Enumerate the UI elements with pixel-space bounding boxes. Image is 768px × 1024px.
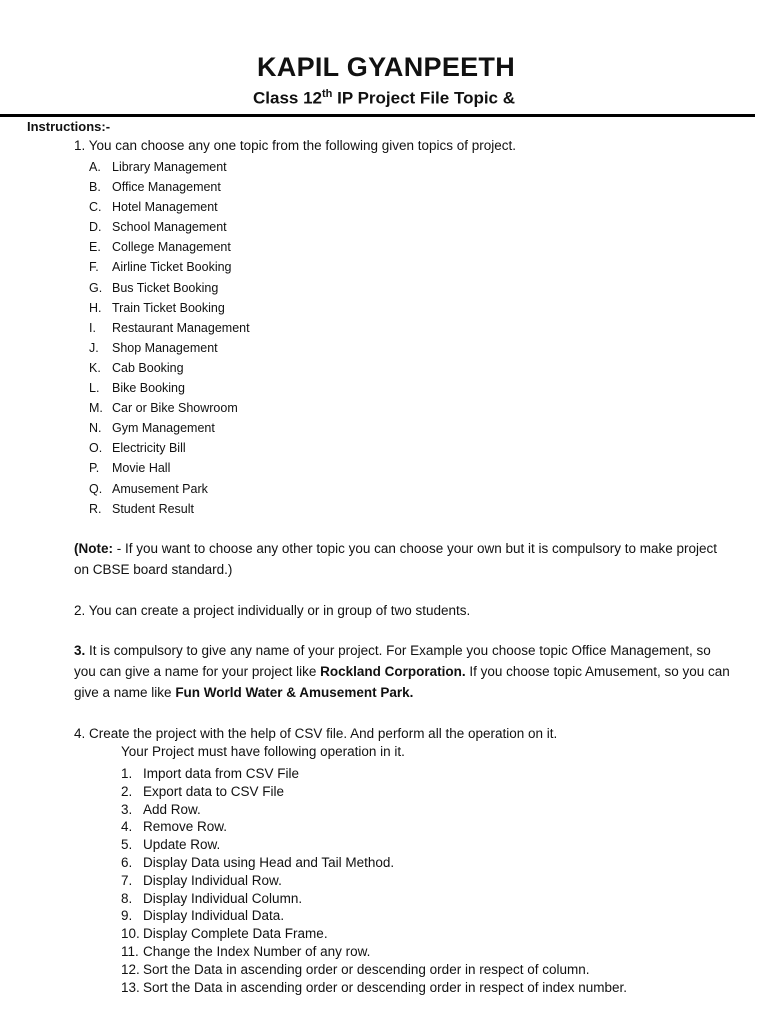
instruction-point-3: 3. It is compulsory to give any name of your project. For Example you choose topic Office Management, so you can give a name for your project like Rockland Corporation. If you choose topic Amusement, so you can give a name like Fun World Water & Amusement Park. — [74, 643, 730, 700]
subtitle-topic: IP Project File Topic & — [332, 88, 516, 108]
list-item: L. Bike Booking — [89, 381, 185, 396]
note-text: - If you want to choose any other topic you can choose your own but it is compulsory to make project on CBSE board standard.) — [74, 541, 718, 577]
list-item: Q. Amusement Park — [89, 481, 208, 496]
list-item: E. College Management — [89, 240, 231, 255]
note-paragraph — [74, 538, 734, 580]
list-item: 7. Display Individual Row. — [121, 872, 282, 888]
list-item: A. Library Management — [89, 160, 227, 174]
list-item: G. Bus Ticket Booking — [89, 280, 219, 295]
note-label: (Note: — [74, 541, 113, 556]
document-title: KAPIL GYANPEETH — [256, 52, 516, 82]
list-item: M. Car or Bike Showroom — [89, 401, 238, 416]
list-item: 13. Sort the Data in ascending order or descending order in respect of index number. — [121, 979, 628, 995]
operations-intro: Your Project must have following operation in it. — [121, 744, 405, 759]
subtitle-class: Class 12 — [252, 88, 322, 108]
list-item: 12. Sort the Data in ascending order or descending order in respect of column. — [121, 961, 590, 977]
list-item: C. Hotel Management — [89, 200, 218, 215]
subtitle-superscript: th — [321, 88, 333, 100]
list-item: D. School Management — [89, 220, 227, 235]
list-item: J. Shop Management — [89, 340, 218, 355]
document-subtitle — [0, 88, 768, 109]
list-item: B. Office Management — [89, 180, 221, 195]
list-item: O. Electricity Bill — [89, 441, 186, 456]
instruction-point-2: 2. You can create a project individually or in group of two students. — [74, 603, 471, 618]
list-item: 10. Display Complete Data Frame. — [121, 926, 328, 942]
list-item: P. Movie Hall — [89, 461, 171, 476]
instruction-point-4: 4. Create the project with the help of CSV file. And perform all the operation on it. — [74, 726, 558, 741]
list-item: 6. Display Data using Head and Tail Method. — [121, 854, 395, 870]
list-item: 4. Remove Row. — [121, 819, 228, 835]
list-item: F. Airline Ticket Booking — [89, 260, 232, 275]
list-item: 1. Import data from CSV File — [121, 766, 300, 781]
list-item: 8. Display Individual Column. — [121, 890, 303, 906]
list-item: K. Cab Booking — [89, 360, 184, 375]
list-item: 9. Display Individual Data. — [121, 908, 285, 924]
list-item: H. Train Ticket Booking — [89, 300, 225, 315]
operations-list — [121, 765, 627, 996]
example-name-rockland: Rockland Corporation. — [320, 664, 466, 679]
list-item: 3. Add Row. — [121, 801, 201, 817]
header-divider — [0, 114, 755, 117]
list-item: 11. Change the Index Number of any row. — [121, 943, 371, 959]
topic-list — [89, 157, 250, 519]
list-item: 2. Export data to CSV File — [121, 783, 285, 799]
list-item: 5. Update Row. — [121, 837, 221, 853]
instruction-point-1: 1. You can choose any one topic from the following given topics of project. — [74, 138, 517, 153]
list-item: N. Gym Management — [89, 421, 215, 436]
list-item: R. Student Result — [89, 501, 194, 516]
instructions-label: Instructions:- — [27, 119, 111, 134]
example-name-fun-world: Fun World Water & Amusement Park. — [175, 685, 414, 700]
list-item: I. Restaurant Management — [89, 320, 250, 335]
